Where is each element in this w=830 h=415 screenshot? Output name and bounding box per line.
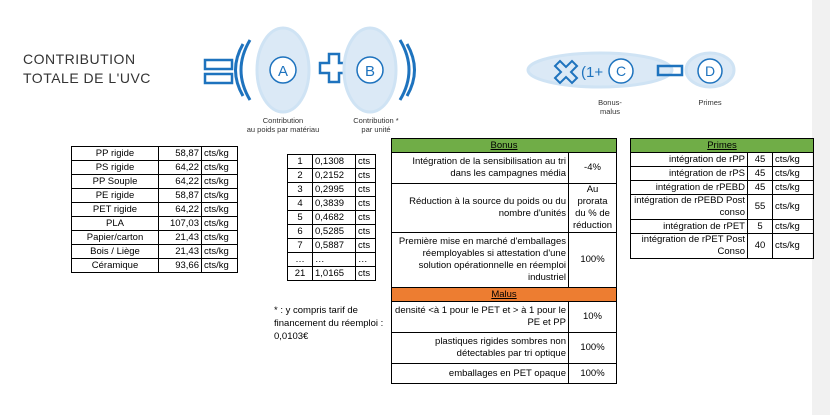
material-value: 64,22 (159, 175, 202, 189)
caption-c-line-2: malus (599, 107, 620, 116)
prime-unit: cts/kg (773, 181, 814, 195)
bonus-value: -4% (569, 153, 617, 184)
unit-currency: cts (356, 211, 376, 225)
unit-count: 5 (288, 211, 313, 225)
material-value: 21,43 (159, 231, 202, 245)
prime-value: 45 (748, 167, 773, 181)
material-value: 64,22 (159, 161, 202, 175)
unit-row (288, 197, 376, 211)
unit-value: 0,5887 (313, 239, 356, 253)
prime-value: 40 (748, 234, 773, 259)
material-name: PS rigide (72, 161, 159, 175)
units-table (287, 154, 376, 281)
material-name: PP Souple (72, 175, 159, 189)
material-unit: cts/kg (202, 217, 238, 231)
material-unit: cts/kg (202, 245, 238, 259)
bonus-value: Au prorata du % de réduction (569, 184, 617, 233)
material-row (72, 231, 238, 245)
label-a: A (277, 63, 289, 80)
unit-row (288, 225, 376, 239)
label-d: D (704, 63, 716, 79)
material-value: 64,22 (159, 203, 202, 217)
unit-count: 2 (288, 169, 313, 183)
material-unit: cts/kg (202, 175, 238, 189)
unit-count: 6 (288, 225, 313, 239)
material-name: PE rigide (72, 189, 159, 203)
malus-row (392, 333, 617, 364)
unit-currency: cts (356, 197, 376, 211)
unit-currency: cts (356, 225, 376, 239)
materials-table (71, 146, 238, 273)
label-one-plus: (1+ (581, 64, 604, 81)
malus-header: Malus (392, 288, 617, 302)
prime-unit: cts/kg (773, 195, 814, 220)
unit-count: 4 (288, 197, 313, 211)
unit-count: 21 (288, 267, 313, 281)
malus-header-row (392, 288, 617, 302)
unit-row (288, 253, 376, 267)
prime-row (631, 195, 814, 220)
bonus-row (392, 233, 617, 288)
unit-value: 0,2995 (313, 183, 356, 197)
unit-value: 0,5285 (313, 225, 356, 239)
material-row (72, 161, 238, 175)
malus-row (392, 302, 617, 333)
unit-value: 0,1308 (313, 155, 356, 169)
bonus-row (392, 184, 617, 233)
material-unit: cts/kg (202, 231, 238, 245)
equals-icon-top (205, 60, 232, 69)
caption-c (590, 98, 630, 116)
caption-c-line-1: Bonus- (598, 98, 622, 107)
unit-value: … (313, 253, 356, 267)
material-name: Bois / Liège (72, 245, 159, 259)
prime-unit: cts/kg (773, 234, 814, 259)
unit-count: 7 (288, 239, 313, 253)
unit-count: … (288, 253, 313, 267)
bonus-label: Intégration de la sensibilisation au tri dans les campagnes média (392, 153, 569, 184)
prime-label: intégration de rPEBD (631, 181, 748, 195)
material-name: Papier/carton (72, 231, 159, 245)
prime-unit: cts/kg (773, 153, 814, 167)
caption-a (228, 116, 338, 134)
prime-row (631, 153, 814, 167)
paren-a-left (241, 40, 250, 100)
prime-label: intégration de rPEBD Post conso (631, 195, 748, 220)
prime-label: intégration de rPET (631, 220, 748, 234)
malus-label: plastiques rigides sombres non détectables par tri optique (392, 333, 569, 364)
paren-b-right (400, 40, 409, 100)
caption-b-line-2: par unité (361, 125, 391, 134)
malus-label: emballages en PET opaque (392, 364, 569, 384)
unit-row (288, 169, 376, 183)
material-row (72, 189, 238, 203)
material-unit: cts/kg (202, 203, 238, 217)
malus-value: 100% (569, 333, 617, 364)
prime-label: intégration de rPET Post Conso (631, 234, 748, 259)
prime-row (631, 181, 814, 195)
prime-value: 55 (748, 195, 773, 220)
unit-value: 1,0165 (313, 267, 356, 281)
unit-count: 1 (288, 155, 313, 169)
unit-value: 0,4682 (313, 211, 356, 225)
bonus-label: Réduction à la source du poids ou du nombre d'unités (392, 184, 569, 233)
unit-row (288, 267, 376, 281)
title-line-1: CONTRIBUTION (23, 51, 136, 67)
prime-row (631, 220, 814, 234)
unit-row (288, 211, 376, 225)
material-row (72, 217, 238, 231)
unit-currency: cts (356, 239, 376, 253)
material-unit: cts/kg (202, 189, 238, 203)
unit-row (288, 239, 376, 253)
prime-value: 5 (748, 220, 773, 234)
unit-row (288, 155, 376, 169)
unit-value: 0,2152 (313, 169, 356, 183)
material-value: 93,66 (159, 259, 202, 273)
prime-value: 45 (748, 181, 773, 195)
primes-table (630, 138, 814, 259)
material-name: PLA (72, 217, 159, 231)
equals-icon-bottom (205, 74, 232, 83)
material-unit: cts/kg (202, 147, 238, 161)
unit-currency: cts (356, 267, 376, 281)
material-unit: cts/kg (202, 161, 238, 175)
title-line-2: TOTALE DE L'UVC (23, 70, 151, 86)
unit-currency: cts (356, 155, 376, 169)
bonus-value: 100% (569, 233, 617, 288)
caption-d: Primes (698, 98, 722, 107)
footnote: * : y compris tarif de financement du réemploi : 0,0103€ (274, 305, 384, 342)
prime-label: intégration de rPP (631, 153, 748, 167)
bonus-header-row (392, 139, 617, 153)
material-row (72, 147, 238, 161)
material-unit: cts/kg (202, 259, 238, 273)
unit-currency: cts (356, 183, 376, 197)
material-row (72, 175, 238, 189)
material-row (72, 259, 238, 273)
primes-header: Primes (631, 139, 814, 153)
material-value: 58,87 (159, 147, 202, 161)
unit-value: 0,3839 (313, 197, 356, 211)
primes-header-row (631, 139, 814, 153)
malus-value: 10% (569, 302, 617, 333)
label-b: B (364, 63, 376, 80)
material-value: 107,03 (159, 217, 202, 231)
bonus-label: Première mise en marché d'emballages réemployables si attestation d'une solution opérationnelle en réemploi industriel (392, 233, 569, 288)
prime-unit: cts/kg (773, 220, 814, 234)
material-name: PET rigide (72, 203, 159, 217)
unit-row (288, 183, 376, 197)
right-scrollbar-strip (812, 0, 830, 415)
material-row (72, 245, 238, 259)
unit-currency: … (356, 253, 376, 267)
prime-unit: cts/kg (773, 167, 814, 181)
prime-value: 45 (748, 153, 773, 167)
bonus-header: Bonus (392, 139, 617, 153)
caption-b (336, 116, 416, 134)
prime-label: intégration de rPS (631, 167, 748, 181)
malus-label: densité <à 1 pour le PET et > à 1 pour le PE et PP (392, 302, 569, 333)
unit-currency: cts (356, 169, 376, 183)
malus-row (392, 364, 617, 384)
unit-count: 3 (288, 183, 313, 197)
material-row (72, 203, 238, 217)
bonus-malus-table (391, 138, 617, 384)
caption-a-line-2: au poids par matériau (246, 125, 320, 134)
material-value: 58,87 (159, 189, 202, 203)
caption-a-line-1: Contribution (262, 116, 304, 125)
caption-b-line-1: Contribution * (353, 116, 399, 125)
label-c: C (615, 63, 627, 79)
material-name: Céramique (72, 259, 159, 273)
material-value: 21,43 (159, 245, 202, 259)
prime-row (631, 167, 814, 181)
prime-row (631, 234, 814, 259)
bonus-row (392, 153, 617, 184)
malus-value: 100% (569, 364, 617, 384)
material-name: PP rigide (72, 147, 159, 161)
